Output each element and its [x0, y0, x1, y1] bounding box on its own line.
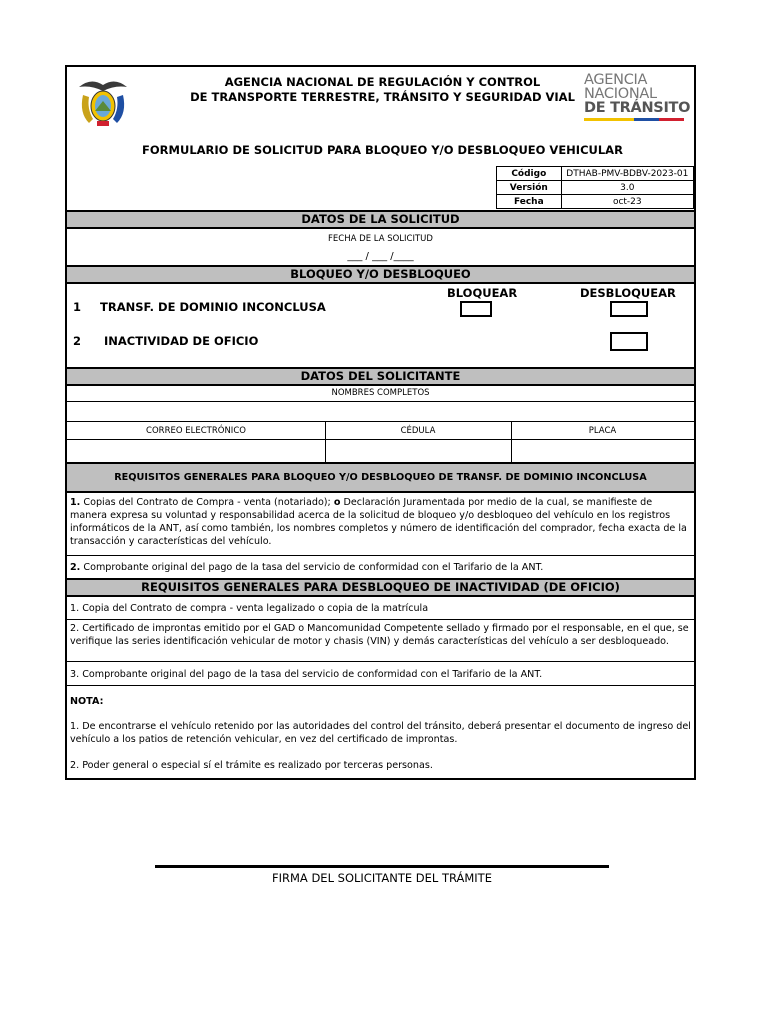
meta-key: Fecha — [497, 195, 562, 209]
nota-item-2: 2. Poder general o especial sí el trámite es realizado por terceras personas. — [70, 760, 433, 771]
row-number: 2 — [73, 334, 82, 348]
meta-key: Versión — [497, 181, 562, 195]
fecha-solicitud-label: FECHA DE LA SOLICITUD — [328, 234, 433, 244]
divider — [67, 661, 694, 662]
logo-line-2: NACIONAL — [584, 86, 657, 102]
form-title: FORMULARIO DE SOLICITUD PARA BLOQUEO Y/O DESBLOQUEO VEHICULAR — [142, 143, 623, 157]
agency-line-1: AGENCIA NACIONAL DE REGULACIÓN Y CONTROL — [224, 75, 541, 89]
placa-label: PLACA — [588, 426, 617, 436]
checkbox-bloquear-dominio[interactable] — [460, 301, 492, 317]
req-inactividad-item-2: 2. Certificado de improntas emitido por el GAD o Mancomunidad Competente sellado y firmado por el responsable, en el que, se verifique las series identificación vehicular de motor y chasis (VIN) y demás características del vehículo a ser desbloqueado. — [70, 623, 689, 647]
row-number: 1 — [73, 300, 82, 314]
meta-value: oct-23 — [561, 195, 693, 209]
nota-title: NOTA: — [70, 696, 104, 707]
req-dominio-item-2 — [67, 561, 694, 574]
placa-field[interactable] — [512, 440, 694, 461]
divider — [67, 555, 694, 556]
section-header-requisitos-inactividad: REQUISITOS GENERALES PARA DESBLOQUEO DE INACTIVIDAD (DE OFICIO) — [67, 578, 694, 597]
item-number: 2. — [70, 562, 81, 573]
request-form — [65, 65, 696, 780]
section-header-solicitante: DATOS DEL SOLICITANTE — [67, 367, 694, 386]
col-desbloquear-label: DESBLOQUEAR — [580, 286, 676, 300]
req-inactividad-item-3: 3. Comprobante original del pago de la tasa del servicio de conformidad con el Tarifario de la ANT. — [70, 669, 543, 680]
logo-line-3: DE TRÁNSITO — [584, 100, 691, 116]
divider — [67, 421, 694, 422]
row-label-inactividad: INACTIVIDAD DE OFICIO — [104, 334, 259, 348]
divider — [67, 685, 694, 686]
req-dominio-item-1 — [67, 496, 694, 548]
document-meta-table — [496, 166, 694, 209]
checkbox-desbloquear-inactividad[interactable] — [610, 332, 648, 351]
agency-line-2: DE TRANSPORTE TERRESTRE, TRÁNSITO Y SEGURIDAD VIAL — [190, 90, 575, 104]
section-header-requisitos-dominio: REQUISITOS GENERALES PARA BLOQUEO Y/O DESBLOQUEO DE TRANSF. DE DOMINIO INCONCLUSA — [67, 462, 694, 493]
ant-logo — [584, 73, 694, 125]
item-text: Copias del Contrato de Compra - venta (notariado); — [80, 497, 334, 508]
section-header-solicitud: DATOS DE LA SOLICITUD — [67, 210, 694, 229]
signature-line — [155, 865, 609, 868]
item-connector: o — [333, 497, 341, 508]
checkbox-desbloquear-dominio[interactable] — [610, 301, 648, 317]
row-label-dominio: TRANSF. DE DOMINIO INCONCLUSA — [100, 300, 326, 314]
logo-color-bar — [584, 118, 684, 121]
divider — [67, 619, 694, 620]
item-text: Declaración Juramentada por medio de la cual, se manifieste de manera expresa su voluntad y responsabilidad acerca de la solicitud de bloqueo y/o desbloqueo del vehículo en los registros informáticos de la ANT, así como también, los nombres completos y número de identificación del comprador, fecha exacta de la transacción y características del vehículo. — [70, 497, 687, 547]
cedula-label: CÉDULA — [400, 426, 436, 436]
item-text: Comprobante original del pago de la tasa del servicio de conformidad con el Tarifario de la ANT. — [80, 562, 544, 573]
req-inactividad-item-1: 1. Copia del Contrato de compra - venta legalizado o copia de la matrícula — [70, 603, 429, 614]
nombres-label: NOMBRES COMPLETOS — [331, 388, 430, 398]
meta-key: Código — [497, 167, 562, 181]
col-bloquear-label: BLOQUEAR — [447, 286, 518, 300]
logo-line-1: AGENCIA — [584, 72, 648, 88]
cedula-field[interactable] — [326, 440, 510, 461]
nombres-field[interactable] — [67, 402, 694, 421]
section-header-bloqueo: BLOQUEO Y/O DESBLOQUEO — [67, 265, 694, 284]
signature-label: FIRMA DEL SOLICITANTE DEL TRÁMITE — [272, 871, 492, 885]
correo-field[interactable] — [67, 440, 324, 461]
fecha-solicitud-field[interactable]: ___ / ___ /____ — [347, 251, 414, 262]
correo-label: CORREO ELECTRÓNICO — [146, 426, 246, 436]
meta-value: DTHAB-PMV-BDBV-2023-01 — [561, 167, 693, 181]
nota-item-1: 1. De encontrarse el vehículo retenido por las autoridades del control del tránsito, deberá presentar el documento de ingreso del vehículo a los patios de retención vehicular, en vez del certificado de improntas. — [70, 721, 691, 745]
meta-value: 3.0 — [561, 181, 693, 195]
item-number: 1. — [70, 497, 81, 508]
